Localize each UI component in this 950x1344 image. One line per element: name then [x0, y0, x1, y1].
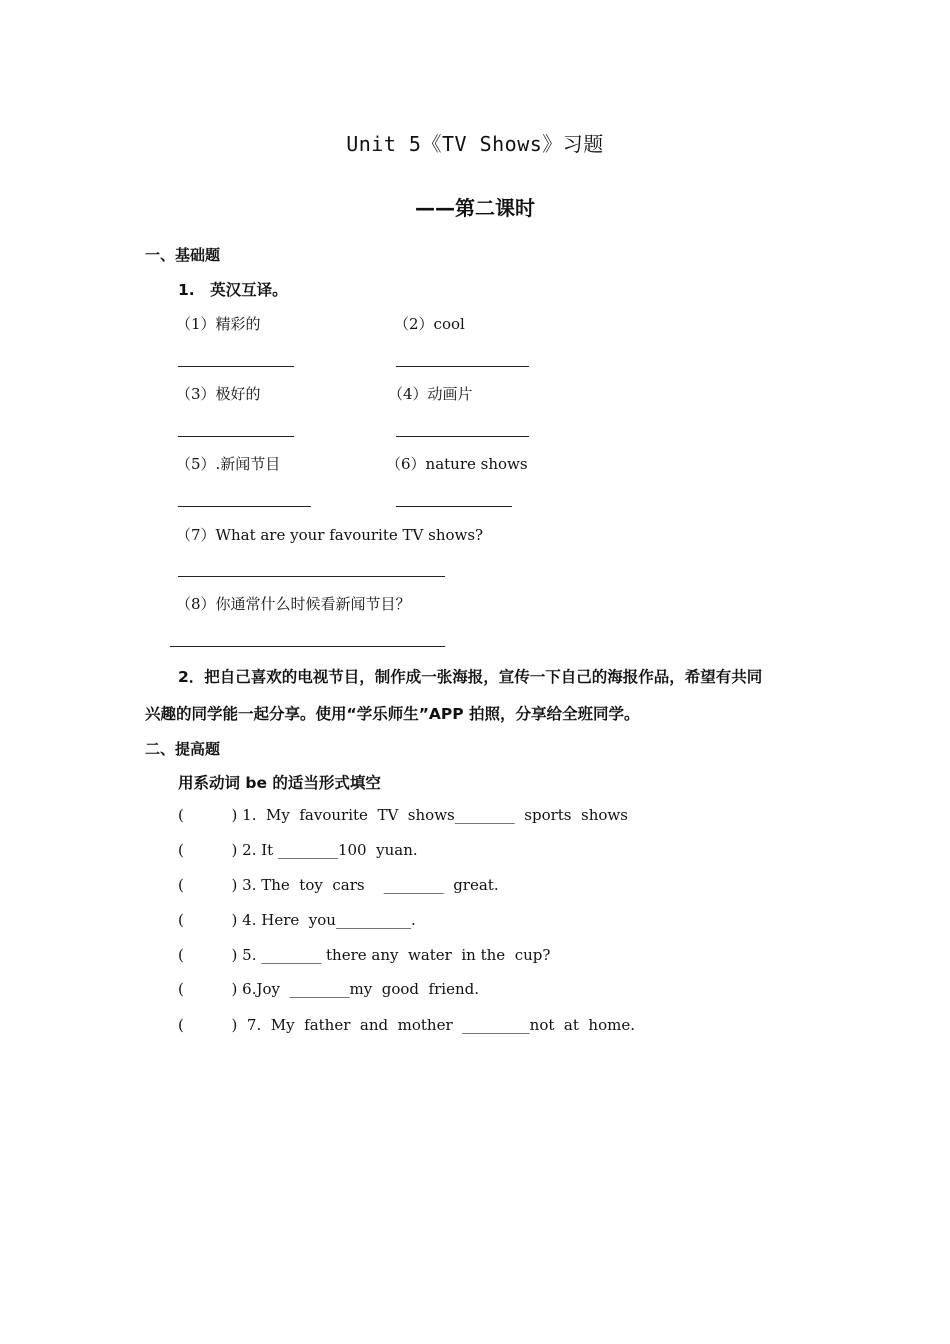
q1-item-3: （3）极好的	[176, 385, 261, 403]
q1-item-5: （5）.新闻节目	[176, 455, 281, 473]
fill-blank-item-1: ( ) 1. My favourite TV shows________ sports shows	[178, 806, 628, 824]
answer-line	[178, 436, 294, 437]
fill-blank-item-3: ( ) 3. The toy cars ________ great.	[178, 876, 499, 894]
answer-line	[396, 366, 529, 367]
answer-line	[396, 506, 512, 507]
section-2-instruction: 用系动词 be 的适当形式填空	[178, 774, 381, 792]
fill-blank-item-7: ( ) 7. My father and mother _________not at home.	[178, 1016, 635, 1034]
q1-item-4: （4）动画片	[388, 385, 473, 403]
fill-blank-item-6: ( ) 6.Joy ________my good friend.	[178, 980, 479, 998]
question-1-title: 1. 英汉互译。	[178, 281, 288, 299]
answer-line	[178, 506, 311, 507]
answer-line	[178, 576, 445, 577]
answer-line	[170, 646, 445, 647]
fill-blank-item-5: ( ) 5. ________ there any water in the cup?	[178, 946, 551, 964]
section-heading-advanced: 二、提高题	[145, 740, 221, 758]
question-2-line-2: 兴趣的同学能一起分享。使用“学乐师生”APP 拍照，分享给全班同学。	[145, 705, 640, 723]
q1-item-7: （7）What are your favourite TV shows?	[176, 526, 484, 544]
q1-item-1: （1）精彩的	[176, 315, 261, 333]
q1-item-8: （8）你通常什么时候看新闻节目？	[176, 595, 411, 613]
fill-blank-item-2: ( ) 2. It ________100 yuan.	[178, 841, 418, 859]
section-heading-basic: 一、基础题	[145, 246, 221, 264]
q1-item-2: （2）cool	[394, 315, 465, 333]
answer-line	[396, 436, 529, 437]
fill-blank-item-4: ( ) 4. Here you__________.	[178, 911, 416, 929]
q1-item-6: （6）nature shows	[386, 455, 528, 473]
question-2-line-1: 2．把自己喜欢的电视节目，制作成一张海报，宣传一下自己的海报作品，希望有共同	[178, 668, 763, 686]
document-subtitle: ——第二课时	[415, 196, 535, 220]
document-title: Unit 5《TV Shows》习题	[346, 132, 604, 156]
answer-line	[178, 366, 294, 367]
